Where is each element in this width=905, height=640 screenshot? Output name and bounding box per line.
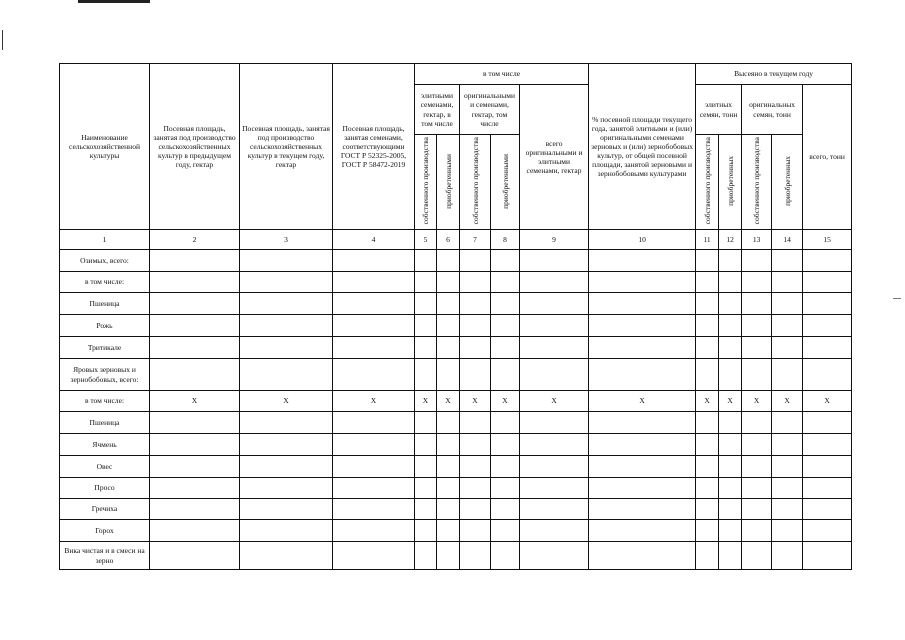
entry-cell[interactable] — [719, 542, 742, 570]
entry-cell[interactable] — [437, 520, 460, 542]
entry-cell[interactable] — [742, 272, 772, 293]
entry-cell[interactable] — [589, 250, 696, 272]
table-row — [60, 542, 852, 570]
header-area-current-year: Посевная площадь, занятая под производство сельскохозяйственных культур в текущем году, гектар — [240, 64, 333, 230]
entry-cell[interactable] — [589, 337, 696, 359]
entry-cell[interactable] — [719, 315, 742, 337]
entry-cell[interactable] — [803, 272, 852, 293]
crop-name-cell: Пшеница — [60, 412, 150, 434]
entry-cell[interactable] — [772, 542, 803, 570]
header-original-tons-own: собственного производства — [742, 135, 772, 230]
entry-cell[interactable] — [437, 542, 460, 570]
entry-cell[interactable] — [520, 456, 589, 478]
entry-cell[interactable] — [803, 520, 852, 542]
entry-cell[interactable] — [520, 359, 589, 391]
col-number: 15 — [803, 230, 852, 250]
crop-name-cell: Озимых, всего: — [60, 250, 150, 272]
scan-artifact-left — [2, 30, 3, 50]
entry-cell[interactable] — [415, 359, 437, 391]
entry-cell[interactable] — [803, 250, 852, 272]
crop-name-cell: Вика чистая и в смеси на зерно — [60, 542, 150, 570]
entry-cell[interactable] — [696, 293, 719, 315]
table-row — [60, 391, 852, 412]
entry-cell[interactable] — [437, 456, 460, 478]
entry-cell[interactable] — [240, 337, 333, 359]
entry-cell[interactable] — [415, 412, 437, 434]
entry-cell[interactable] — [150, 412, 240, 434]
entry-cell[interactable] — [589, 272, 696, 293]
entry-cell[interactable] — [150, 272, 240, 293]
header-area-previous-year: Посевная площадь, занятая под производство сельскохозяйственных культур в предыдущем году, гектар — [150, 64, 240, 230]
entry-cell[interactable] — [491, 293, 520, 315]
entry-cell[interactable] — [696, 456, 719, 478]
entry-cell[interactable] — [437, 315, 460, 337]
entry-cell[interactable] — [240, 478, 333, 499]
col-number: 1 — [60, 230, 150, 250]
entry-cell[interactable] — [803, 293, 852, 315]
entry-cell[interactable] — [589, 315, 696, 337]
table-row — [60, 315, 852, 337]
entry-cell[interactable] — [437, 412, 460, 434]
header-original-own: собственного производства — [460, 135, 491, 230]
entry-cell[interactable] — [772, 478, 803, 499]
entry-cell[interactable] — [240, 293, 333, 315]
entry-cell[interactable] — [333, 337, 415, 359]
entry-cell[interactable] — [150, 478, 240, 499]
crop-name-cell: Яровых зерновых и зернобобовых, всего: — [60, 359, 150, 391]
crop-name-cell: Овес — [60, 456, 150, 478]
entry-cell[interactable] — [589, 293, 696, 315]
header-elite-tons-purchased: приобретенных — [719, 135, 742, 230]
table-row — [60, 293, 852, 315]
entry-cell[interactable] — [491, 478, 520, 499]
entry-cell[interactable] — [772, 499, 803, 520]
entry-cell[interactable] — [803, 359, 852, 391]
entry-cell[interactable] — [719, 456, 742, 478]
entry-cell[interactable] — [333, 499, 415, 520]
entry-cell[interactable] — [742, 315, 772, 337]
entry-cell[interactable] — [240, 520, 333, 542]
entry-cell[interactable] — [719, 272, 742, 293]
not-applicable-mark: X — [719, 391, 742, 412]
crop-name-cell: Пшеница — [60, 293, 150, 315]
entry-cell[interactable] — [437, 499, 460, 520]
entry-cell[interactable] — [589, 499, 696, 520]
entry-cell[interactable] — [240, 542, 333, 570]
entry-cell[interactable] — [696, 359, 719, 391]
entry-cell[interactable] — [803, 499, 852, 520]
entry-cell[interactable] — [460, 293, 491, 315]
entry-cell[interactable] — [772, 337, 803, 359]
entry-cell[interactable] — [742, 520, 772, 542]
entry-cell[interactable] — [240, 456, 333, 478]
entry-cell[interactable] — [150, 293, 240, 315]
entry-cell[interactable] — [719, 359, 742, 391]
table-row — [60, 412, 852, 434]
entry-cell[interactable] — [240, 359, 333, 391]
entry-cell[interactable] — [589, 542, 696, 570]
entry-cell[interactable] — [696, 412, 719, 434]
entry-cell[interactable] — [696, 250, 719, 272]
col-number: 10 — [589, 230, 696, 250]
entry-cell[interactable] — [491, 250, 520, 272]
entry-cell[interactable] — [772, 412, 803, 434]
crop-name-cell: Гречиха — [60, 499, 150, 520]
entry-cell[interactable] — [415, 337, 437, 359]
header-percent-area: % посевной площади текущего года, занятой элитными и (или) оригинальными семенами зерновых и (или) зернобобовых культур, от общей посевной площади, занятой зерновыми и зернобобовыми культурами — [589, 64, 696, 230]
entry-cell[interactable] — [719, 434, 742, 456]
header-original-seeds-tons: оригинальных семян, тонн — [742, 85, 803, 135]
entry-cell[interactable] — [520, 478, 589, 499]
header-original-seeds-hectare: оригинальными и семенами, гектар, том числе — [460, 85, 520, 135]
entry-cell[interactable] — [803, 456, 852, 478]
entry-cell[interactable] — [520, 412, 589, 434]
col-number: 2 — [150, 230, 240, 250]
entry-cell[interactable] — [460, 520, 491, 542]
header-total-tons: всего, тонн — [803, 85, 852, 230]
entry-cell[interactable] — [696, 499, 719, 520]
entry-cell[interactable] — [150, 499, 240, 520]
crop-name-cell: в том числе: — [60, 391, 150, 412]
col-number: 9 — [520, 230, 589, 250]
entry-cell[interactable] — [696, 337, 719, 359]
crop-seed-form-table — [59, 63, 852, 570]
col-number: 5 — [415, 230, 437, 250]
not-applicable-mark: X — [589, 391, 696, 412]
entry-cell[interactable] — [437, 359, 460, 391]
table-row — [60, 478, 852, 499]
col-number: 6 — [437, 230, 460, 250]
not-applicable-mark: X — [696, 391, 719, 412]
not-applicable-mark: X — [803, 391, 852, 412]
entry-cell[interactable] — [719, 520, 742, 542]
header-sown-current-year: Высеяно в текущем году — [696, 64, 852, 85]
entry-cell[interactable] — [415, 456, 437, 478]
header-original-purchased: приобретенными — [491, 135, 520, 230]
col-number: 3 — [240, 230, 333, 250]
entry-cell[interactable] — [772, 520, 803, 542]
entry-cell[interactable] — [719, 478, 742, 499]
entry-cell[interactable] — [719, 412, 742, 434]
col-number: 4 — [333, 230, 415, 250]
entry-cell[interactable] — [415, 272, 437, 293]
entry-cell[interactable] — [696, 478, 719, 499]
entry-cell[interactable] — [772, 272, 803, 293]
entry-cell[interactable] — [240, 412, 333, 434]
header-total-original-elite: всего оригинальными и элитными семенами, гектар — [520, 85, 589, 230]
entry-cell[interactable] — [415, 293, 437, 315]
entry-cell[interactable] — [719, 337, 742, 359]
entry-cell[interactable] — [742, 337, 772, 359]
entry-cell[interactable] — [589, 434, 696, 456]
entry-cell[interactable] — [742, 412, 772, 434]
header-elite-own: собственного производства — [415, 135, 437, 230]
entry-cell[interactable] — [589, 359, 696, 391]
entry-cell[interactable] — [742, 250, 772, 272]
not-applicable-mark: X — [240, 391, 333, 412]
entry-cell[interactable] — [719, 499, 742, 520]
entry-cell[interactable] — [460, 434, 491, 456]
entry-cell[interactable] — [333, 293, 415, 315]
entry-cell[interactable] — [437, 272, 460, 293]
column-number-row — [60, 230, 852, 250]
entry-cell[interactable] — [491, 520, 520, 542]
entry-cell[interactable] — [696, 520, 719, 542]
entry-cell[interactable] — [803, 337, 852, 359]
entry-cell[interactable] — [491, 499, 520, 520]
entry-cell[interactable] — [589, 456, 696, 478]
entry-cell[interactable] — [150, 542, 240, 570]
not-applicable-mark: X — [333, 391, 415, 412]
entry-cell[interactable] — [460, 337, 491, 359]
crop-rows — [60, 250, 852, 570]
entry-cell[interactable] — [803, 315, 852, 337]
entry-cell[interactable] — [772, 315, 803, 337]
entry-cell[interactable] — [742, 478, 772, 499]
entry-cell[interactable] — [415, 520, 437, 542]
col-number: 11 — [696, 230, 719, 250]
entry-cell[interactable] — [333, 315, 415, 337]
entry-cell[interactable] — [742, 542, 772, 570]
entry-cell[interactable] — [589, 478, 696, 499]
entry-cell[interactable] — [696, 434, 719, 456]
entry-cell[interactable] — [150, 359, 240, 391]
entry-cell[interactable] — [460, 456, 491, 478]
header-elite-purchased: приобретенными — [437, 135, 460, 230]
entry-cell[interactable] — [772, 456, 803, 478]
entry-cell[interactable] — [437, 293, 460, 315]
entry-cell[interactable] — [333, 359, 415, 391]
not-applicable-mark: X — [742, 391, 772, 412]
header-elite-seeds-tons: элитных семян, тонн — [696, 85, 742, 135]
entry-cell[interactable] — [696, 315, 719, 337]
entry-cell[interactable] — [491, 456, 520, 478]
entry-cell[interactable] — [150, 456, 240, 478]
entry-cell[interactable] — [240, 315, 333, 337]
scan-artifact-top — [78, 0, 150, 3]
entry-cell[interactable] — [437, 337, 460, 359]
entry-cell[interactable] — [520, 499, 589, 520]
crop-name-cell: Просо — [60, 478, 150, 499]
entry-cell[interactable] — [460, 315, 491, 337]
entry-cell[interactable] — [520, 250, 589, 272]
entry-cell[interactable] — [415, 250, 437, 272]
entry-cell[interactable] — [150, 315, 240, 337]
col-number: 8 — [491, 230, 520, 250]
entry-cell[interactable] — [150, 434, 240, 456]
entry-cell[interactable] — [803, 478, 852, 499]
entry-cell[interactable] — [491, 272, 520, 293]
entry-cell[interactable] — [333, 272, 415, 293]
entry-cell[interactable] — [491, 434, 520, 456]
table-row — [60, 499, 852, 520]
table-row — [60, 520, 852, 542]
entry-cell[interactable] — [415, 315, 437, 337]
header-original-tons-purchased: приобретенных — [772, 135, 803, 230]
entry-cell[interactable] — [491, 337, 520, 359]
entry-cell[interactable] — [742, 434, 772, 456]
crop-name-cell: Рожь — [60, 315, 150, 337]
entry-cell[interactable] — [742, 293, 772, 315]
entry-cell[interactable] — [437, 478, 460, 499]
entry-cell[interactable] — [240, 434, 333, 456]
entry-cell[interactable] — [415, 499, 437, 520]
entry-cell[interactable] — [491, 315, 520, 337]
entry-cell[interactable] — [772, 293, 803, 315]
entry-cell[interactable] — [520, 520, 589, 542]
entry-cell[interactable] — [437, 250, 460, 272]
not-applicable-mark: X — [415, 391, 437, 412]
crop-name-cell: Ячмень — [60, 434, 150, 456]
not-applicable-mark: X — [520, 391, 589, 412]
entry-cell[interactable] — [589, 520, 696, 542]
header-elite-seeds-hectare: элитными семенами, гектар, в том числе — [415, 85, 460, 135]
col-number: 12 — [719, 230, 742, 250]
table-row — [60, 337, 852, 359]
not-applicable-mark: X — [460, 391, 491, 412]
entry-cell[interactable] — [333, 456, 415, 478]
entry-cell[interactable] — [719, 250, 742, 272]
entry-cell[interactable] — [520, 315, 589, 337]
not-applicable-mark: X — [772, 391, 803, 412]
entry-cell[interactable] — [520, 272, 589, 293]
header-including-group: в том числе — [415, 64, 589, 85]
entry-cell[interactable] — [696, 272, 719, 293]
entry-cell[interactable] — [415, 542, 437, 570]
header-elite-tons-own: собственного производства — [696, 135, 719, 230]
scan-artifact-right — [893, 298, 901, 299]
entry-cell[interactable] — [803, 412, 852, 434]
entry-cell[interactable] — [520, 293, 589, 315]
crop-name-cell: в том числе: — [60, 272, 150, 293]
crop-name-cell: Горох — [60, 520, 150, 542]
col-number: 14 — [772, 230, 803, 250]
entry-cell[interactable] — [460, 359, 491, 391]
entry-cell[interactable] — [460, 412, 491, 434]
entry-cell[interactable] — [772, 250, 803, 272]
entry-cell[interactable] — [719, 293, 742, 315]
col-number: 7 — [460, 230, 491, 250]
entry-cell[interactable] — [415, 478, 437, 499]
entry-cell[interactable] — [772, 434, 803, 456]
entry-cell[interactable] — [742, 359, 772, 391]
entry-cell[interactable] — [150, 337, 240, 359]
table-row — [60, 250, 852, 272]
crop-name-cell: Тритикале — [60, 337, 150, 359]
entry-cell[interactable] — [589, 412, 696, 434]
entry-cell[interactable] — [696, 542, 719, 570]
entry-cell[interactable] — [520, 337, 589, 359]
header-area-gost-seeds: Посевная площадь, занятая семенами, соответствующими ГОСТ Р 52325-2005, ГОСТ Р 58472-2019 — [333, 64, 415, 230]
entry-cell[interactable] — [333, 412, 415, 434]
not-applicable-mark: X — [150, 391, 240, 412]
entry-cell[interactable] — [772, 359, 803, 391]
entry-cell[interactable] — [491, 412, 520, 434]
entry-cell[interactable] — [333, 520, 415, 542]
header-crop-name: Наименование сельскохозяйственной культуры — [60, 64, 150, 230]
entry-cell[interactable] — [491, 542, 520, 570]
entry-cell[interactable] — [415, 434, 437, 456]
entry-cell[interactable] — [333, 542, 415, 570]
entry-cell[interactable] — [240, 272, 333, 293]
entry-cell[interactable] — [520, 434, 589, 456]
entry-cell[interactable] — [803, 542, 852, 570]
entry-cell[interactable] — [803, 434, 852, 456]
entry-cell[interactable] — [333, 250, 415, 272]
entry-cell[interactable] — [742, 499, 772, 520]
entry-cell[interactable] — [491, 359, 520, 391]
entry-cell[interactable] — [437, 434, 460, 456]
not-applicable-mark: X — [491, 391, 520, 412]
entry-cell[interactable] — [520, 542, 589, 570]
entry-cell[interactable] — [460, 478, 491, 499]
not-applicable-mark: X — [437, 391, 460, 412]
entry-cell[interactable] — [333, 478, 415, 499]
entry-cell[interactable] — [150, 520, 240, 542]
entry-cell[interactable] — [240, 499, 333, 520]
entry-cell[interactable] — [460, 272, 491, 293]
table-row — [60, 359, 852, 391]
table-row — [60, 272, 852, 293]
entry-cell[interactable] — [240, 250, 333, 272]
entry-cell[interactable] — [742, 456, 772, 478]
entry-cell[interactable] — [333, 434, 415, 456]
entry-cell[interactable] — [460, 542, 491, 570]
col-number: 13 — [742, 230, 772, 250]
entry-cell[interactable] — [150, 250, 240, 272]
entry-cell[interactable] — [460, 499, 491, 520]
table-row — [60, 434, 852, 456]
entry-cell[interactable] — [460, 250, 491, 272]
table-row — [60, 456, 852, 478]
